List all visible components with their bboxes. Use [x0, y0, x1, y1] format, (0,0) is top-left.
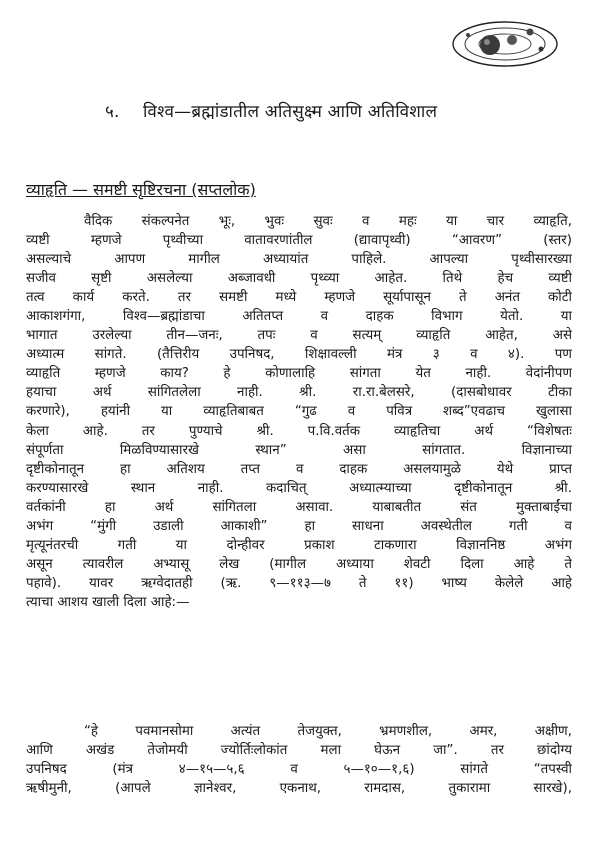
chapter-number: ५.	[105, 102, 120, 122]
chapter-title	[105, 99, 575, 122]
paragraph-2	[26, 722, 572, 798]
text-line: करण्यासारखे स्थान नाही. कदाचित् अध्यात्म्याच्या दृष्टीकोनातून श्री.	[26, 480, 572, 496]
text-line: वैदिक संकल्पनेत भूः, भुवः सुवः व महः या चार व्याहृति,	[84, 214, 572, 229]
text-line: “हे पवमानसोमा अत्यंत तेजयुक्त, भ्रमणशील, अमर, अक्षीण,	[84, 724, 572, 739]
text-line: वर्तकांनी हा अर्थ सांगितला असावा. याबाबतीत संत मुक्ताबाईंचा	[26, 499, 572, 515]
text-line: त्याचा आशय खाली दिला आहे:—	[26, 594, 190, 610]
text-line: अभंग “मुंगी उडाली आकाशी” हा साधना अवस्थेतील गती व	[26, 518, 572, 534]
chapter-title-text: विश्व—ब्रह्मांडातील अतिसुक्ष्म आणि अतिविशाल	[143, 102, 438, 122]
text-line: मृत्यूनंतरची गती या दोन्हीवर प्रकाश टाकणारा विज्ञाननिष्ठ अभंग	[26, 537, 572, 553]
text-line: तत्व कार्य करते. तर समष्टी मध्ये म्हणजे सूर्यापासून ते अनंत कोटी	[26, 290, 572, 306]
text-line: व्यष्टी म्हणजे पृथ्वीच्या वातावरणांतील (द्यावापृथ्वी) “आवरण” (स्तर)	[26, 233, 572, 249]
text-line: हयाचा अर्थ सांगितलेला नाही. श्री. रा.रा.बेलसरे, (दासबोधावर टीका	[26, 385, 572, 401]
text-line: असल्याचे आपण मागील अध्यायांत पाहिले. आपल्या पृथ्वीसारख्या	[26, 252, 572, 268]
text-line: आकाशगंगा, विश्व—ब्रह्मांडाचा अतितप्त व दाहक विभाग येतो. या	[26, 309, 572, 325]
section-heading: व्याहृति — समष्टी सृष्टिरचना (सप्तलोक)	[26, 180, 256, 199]
galaxy-logo-icon	[450, 18, 560, 70]
text-line: करणारे), हयांनी या व्याहृतिबाबत “गुढ व पवित्र शब्द”एवढाच खुलासा	[26, 404, 572, 420]
text-line: सजीव सृष्टी असलेल्या अब्जावधी पृथ्व्या आहेत. तिथे हेच व्यष्टी	[26, 271, 572, 287]
text-line: केला आहे. तर पुण्याचे श्री. प.वि.वर्तक व्याहृतिचा अर्थ “विशेषतः	[26, 423, 572, 439]
text-line: उपनिषद (मंत्र ४—१५—५,६ व ५—१०—१,६) सांगते “तपस्वी	[26, 762, 572, 778]
text-line: असून त्यावरील अभ्यासू लेख (मागील अध्याया शेवटी दिला आहे ते	[26, 556, 572, 572]
text-line: भागात उरलेल्या तीन—जनः, तपः व सत्यम् व्याहृति आहेत, असे	[26, 328, 572, 344]
text-line: आणि अखंड तेजोमयी ज्योर्तिःलोकांत मला घेऊन जा”. तर छांदोग्य	[26, 743, 572, 759]
paragraph-1	[26, 212, 572, 612]
text-line: व्याहृति म्हणजे काय? हे कोणालाहि सांगता येत नाही. वेदांनीपण	[26, 366, 572, 382]
text-line: अध्यात्म सांगते. (तैत्तिरीय उपनिषद, शिक्षावल्ली मंत्र ३ व ४). पण	[26, 347, 572, 363]
text-line: पहावे). यावर ऋग्वेदातही (ऋ. ९—११३—७ ते ११) भाष्य केलेले आहे	[26, 575, 572, 591]
text-line: दृष्टीकोनातून हा अतिशय तप्त व दाहक असलयामुळे येथे प्राप्त	[26, 461, 572, 477]
text-line: ऋषीमुनी, (आपले ज्ञानेश्वर, एकनाथ, रामदास, तुकारामा सारखे),	[26, 781, 572, 797]
text-line: संपूर्णता मिळविण्यासारखे स्थान” असा सांगतात. विज्ञानाच्या	[26, 442, 572, 458]
